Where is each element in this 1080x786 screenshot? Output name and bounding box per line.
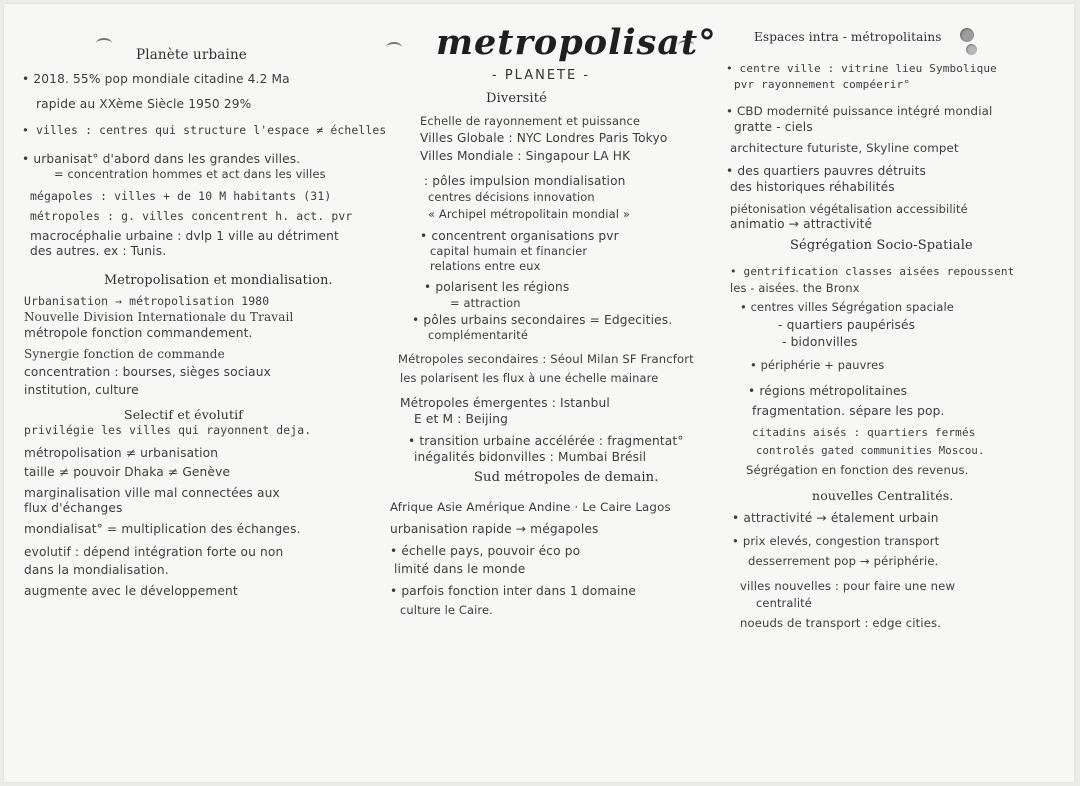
note-line: Afrique Asie Amérique Andine · Le Caire Lagos	[390, 500, 671, 514]
note-line: noeuds de transport : edge cities.	[740, 616, 942, 630]
note-line: institution, culture	[24, 383, 139, 397]
note-line: rapide au XXème Siècle 1950 29%	[36, 97, 252, 111]
note-line: Villes Globale : NYC Londres Paris Tokyo	[420, 131, 668, 145]
note-line: desserrement pop → périphérie.	[748, 554, 939, 568]
note-line: centralité	[756, 596, 812, 610]
note-line: • des quartiers pauvres détruits	[726, 164, 927, 178]
note-line: Ségrégation en fonction des revenus.	[746, 463, 969, 477]
note-line: Métropoles émergentes : Istanbul	[400, 396, 610, 410]
note-line: « Archipel métropolitain mondial »	[428, 207, 630, 221]
note-line: mégapoles : villes + de 10 M habitants (31)	[30, 189, 332, 203]
note-line: = attraction	[450, 296, 521, 310]
note-line: • centres villes Ségrégation spaciale	[740, 300, 954, 314]
note-line: Villes Mondiale : Singapour LA HK	[420, 149, 631, 163]
note-line: privilégie les villes qui rayonnent deja.	[24, 423, 312, 437]
note-line: evolutif : dépend intégration forte ou non	[24, 545, 284, 559]
note-line: métropole fonction commandement.	[24, 326, 253, 340]
note-line: gratte - ciels	[734, 120, 813, 134]
heading-nouvelles-centralites: nouvelles Centralités.	[812, 488, 954, 503]
note-line: villes nouvelles : pour faire une new	[740, 579, 956, 593]
note-line: concentration : bourses, sièges sociaux	[24, 365, 271, 379]
note-line: • prix elevés, congestion transport	[732, 534, 940, 548]
note-line: controlés gated communities Moscou.	[756, 445, 985, 457]
note-line: complémentarité	[428, 328, 529, 342]
heading-diversite: Diversité	[486, 91, 547, 106]
column-metropolisation	[384, 4, 729, 782]
note-line: : pôles impulsion mondialisation	[424, 174, 626, 188]
column-planete-urbaine	[18, 4, 396, 782]
note-line: • 2018. 55% pop mondiale citadine 4.2 Ma	[22, 72, 290, 86]
note-line: Synergie fonction de commande	[24, 347, 225, 361]
note-sheet	[4, 4, 1074, 782]
note-line: fragmentation. sépare les pop.	[752, 404, 945, 418]
note-line: • urbanisat° d'abord dans les grandes villes.	[22, 152, 301, 166]
note-line: animatio → attractivité	[730, 217, 873, 231]
note-line: taille ≠ pouvoir Dhaka ≠ Genève	[24, 465, 231, 479]
note-line: = concentration hommes et act dans les villes	[54, 167, 326, 181]
note-line: • périphérie + pauvres	[750, 358, 885, 372]
note-line: dans la mondialisation.	[24, 563, 169, 577]
column-espaces-intra-metropolitains	[726, 4, 1066, 782]
note-line: • régions métropolitaines	[748, 384, 908, 398]
note-line: • pôles urbains secondaires = Edgecities.	[412, 313, 673, 327]
page-subtitle: - PLANETE -	[492, 68, 591, 83]
note-line: E et M : Beijing	[414, 412, 508, 426]
note-line: • échelle pays, pouvoir éco po	[390, 544, 581, 558]
note-line: métropolisation ≠ urbanisation	[24, 446, 219, 460]
note-line: piétonisation végétalisation accessibilité	[730, 202, 968, 216]
note-line: les polarisent les flux à une échelle mainare	[400, 371, 659, 385]
note-line: • parfois fonction inter dans 1 domaine	[390, 584, 637, 598]
note-line: architecture futuriste, Skyline compet	[730, 141, 959, 155]
heading-metropolisation-mondialisation: Metropolisation et mondialisation.	[104, 273, 333, 288]
note-line: flux d'échanges	[24, 501, 123, 515]
note-line: Echelle de rayonnement et puissance	[420, 114, 641, 128]
heading-segregation-socio-spatiale: Ségrégation Socio-Spatiale	[790, 238, 973, 253]
note-line: • villes : centres qui structure l'espace ≠ échelles	[22, 123, 387, 137]
note-line: les - aisées. the Bronx	[730, 281, 860, 295]
heading-selectif-evolutif: Selectif et évolutif	[124, 407, 244, 422]
heading-espaces-intra-metropolitains: Espaces intra - métropolitains	[754, 30, 942, 44]
note-line: des historiques réhabilités	[730, 180, 895, 194]
note-line: inégalités bidonvilles : Mumbai Brésil	[414, 450, 647, 464]
note-line: mondialisat° = multiplication des échanges.	[24, 522, 301, 536]
note-line: limité dans le monde	[394, 562, 526, 576]
note-line: des autres. ex : Tunis.	[30, 244, 167, 258]
note-line: Nouvelle Division Internationale du Travail	[24, 310, 294, 324]
note-line: centres décisions innovation	[428, 190, 595, 204]
note-line: marginalisation ville mal connectées aux	[24, 486, 280, 500]
note-line: Urbanisation → métropolisation 1980	[24, 294, 270, 308]
note-line: Métropoles secondaires : Séoul Milan SF Francfort	[398, 352, 694, 366]
note-line: • attractivité → étalement urbain	[732, 511, 939, 525]
note-line: • concentrent organisations pvr	[420, 229, 619, 243]
heading-planete-urbaine: Planète urbaine	[136, 47, 247, 63]
note-line: augmente avec le développement	[24, 584, 238, 598]
note-line: relations entre eux	[430, 259, 541, 273]
heading-sud-metropoles: Sud métropoles de demain.	[474, 470, 659, 485]
note-line: citadins aisés : quartiers fermés	[752, 426, 976, 439]
note-line: pvr rayonnement compéerir°	[734, 78, 911, 91]
note-line: • transition urbaine accélérée : fragmentat°	[408, 434, 684, 448]
note-line: - quartiers paupérisés	[778, 318, 916, 332]
note-line: • CBD modernité puissance intégré mondial	[726, 104, 993, 118]
note-line: macrocéphalie urbaine : dvlp 1 ville au détriment	[30, 229, 339, 243]
note-line: capital humain et financier	[430, 244, 588, 258]
note-line: urbanisation rapide → mégapoles	[390, 522, 599, 536]
note-line: métropoles : g. villes concentrent h. act. pvr	[30, 209, 353, 223]
note-line: • centre ville : vitrine lieu Symbolique	[726, 62, 997, 75]
note-line: • polarisent les régions	[424, 280, 570, 294]
note-line: • gentrification classes aisées repoussent	[730, 265, 1015, 278]
page-title: metropolisat°	[436, 22, 717, 63]
note-line: - bidonvilles	[782, 335, 858, 349]
note-line: culture le Caire.	[400, 603, 493, 617]
